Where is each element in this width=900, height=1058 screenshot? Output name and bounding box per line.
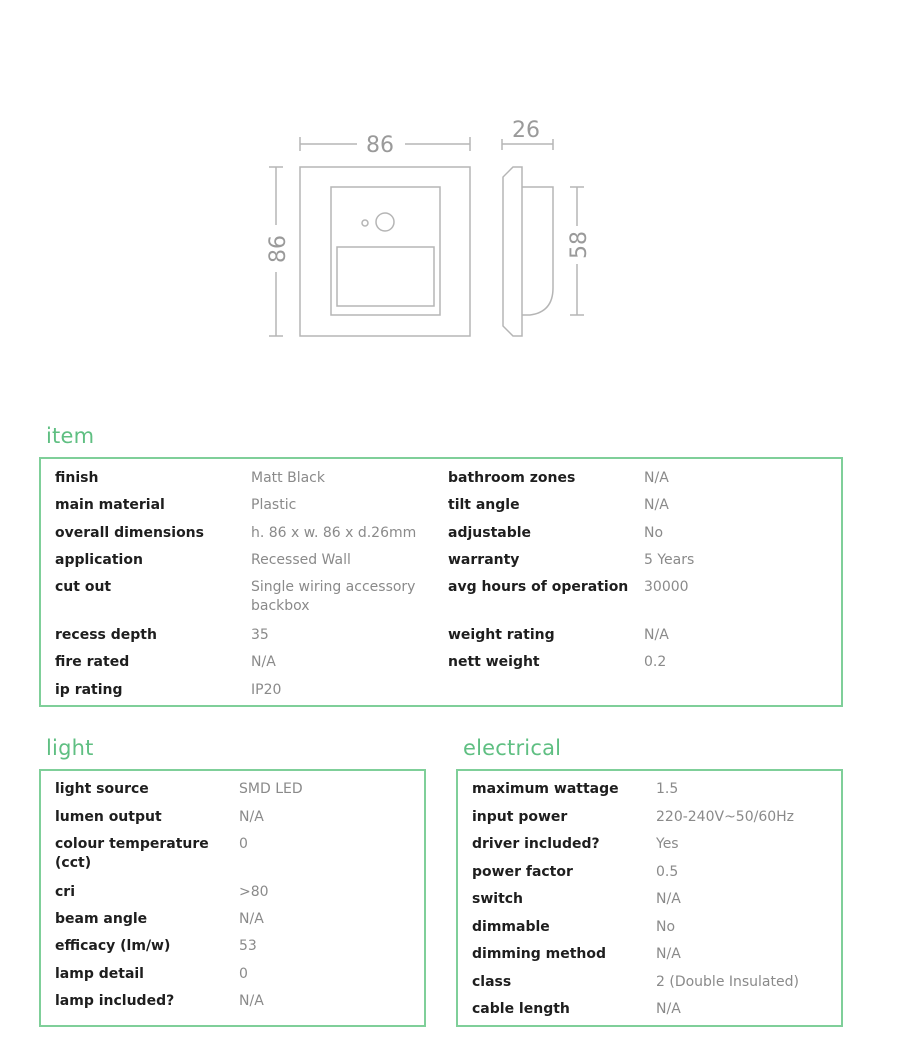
item-value-weight-rating: N/A — [644, 627, 669, 643]
electrical-label-driver-included: driver included? — [472, 836, 600, 852]
item-value-tilt-angle: N/A — [644, 497, 669, 513]
side-depth-label: 26 — [512, 118, 540, 143]
front-width-label: 86 — [366, 133, 394, 158]
electrical-label-input-power: input power — [472, 809, 568, 825]
item-label-nett-weight: nett weight — [448, 654, 540, 670]
item-value-bathroom-zones: N/A — [644, 470, 669, 486]
item-section-title: item — [46, 424, 95, 448]
front-height-label: 86 — [266, 235, 291, 263]
light-label-lamp-included: lamp included? — [55, 993, 175, 1009]
electrical-label-power-factor: power factor — [472, 864, 573, 880]
electrical-label-maximum-wattage: maximum wattage — [472, 781, 619, 797]
item-label-overall-dimensions: overall dimensions — [55, 525, 204, 541]
light-value-lumen-output: N/A — [239, 809, 264, 825]
electrical-value-driver-included: Yes — [656, 836, 679, 852]
electrical-spec-box — [456, 769, 843, 1027]
light-value-colour-temperature: 0 — [239, 836, 248, 852]
electrical-label-switch: switch — [472, 891, 524, 907]
electrical-value-cable-length: N/A — [656, 1001, 681, 1017]
light-label-lumen-output: lumen output — [55, 809, 162, 825]
item-value-overall-dimensions: h. 86 x w. 86 x d.26mm — [251, 525, 417, 541]
item-value-fire-rated: N/A — [251, 654, 276, 670]
electrical-value-dimming-method: N/A — [656, 946, 681, 962]
item-label-bathroom-zones: bathroom zones — [448, 470, 576, 486]
light-label-lamp-detail: lamp detail — [55, 966, 144, 982]
electrical-label-class: class — [472, 974, 512, 990]
light-label-efficacy: efficacy (lm/w) — [55, 938, 171, 954]
item-value-ip-rating: IP20 — [251, 682, 282, 698]
light-value-lamp-included: N/A — [239, 993, 264, 1009]
item-label-fire-rated: fire rated — [55, 654, 130, 670]
item-value-recess-depth: 35 — [251, 627, 269, 643]
item-value-warranty: 5 Years — [644, 552, 695, 568]
light-spec-box — [39, 769, 426, 1027]
light-label-light-source: light source — [55, 781, 149, 797]
item-label-weight-rating: weight rating — [448, 627, 555, 643]
light-label-beam-angle: beam angle — [55, 911, 148, 927]
item-value-adjustable: No — [644, 525, 664, 541]
item-value-application: Recessed Wall — [251, 552, 351, 568]
light-value-cri: >80 — [239, 884, 269, 900]
electrical-label-dimming-method: dimming method — [472, 946, 607, 962]
item-label-cut-out: cut out — [55, 579, 112, 595]
item-label-adjustable: adjustable — [448, 525, 532, 541]
item-value-cut-out: Single wiring accessory backbox — [251, 579, 416, 614]
item-label-warranty: warranty — [448, 552, 520, 568]
item-label-ip-rating: ip rating — [55, 682, 123, 698]
light-value-beam-angle: N/A — [239, 911, 264, 927]
item-label-finish: finish — [55, 470, 99, 486]
light-value-lamp-detail: 0 — [239, 966, 248, 982]
electrical-value-class: 2 (Double Insulated) — [656, 974, 799, 990]
item-label-main-material: main material — [55, 497, 165, 513]
electrical-value-maximum-wattage: 1.5 — [656, 781, 679, 797]
light-value-light-source: SMD LED — [239, 781, 303, 797]
item-label-avg-hours: avg hours of operation — [448, 579, 629, 595]
item-value-nett-weight: 0.2 — [644, 654, 667, 670]
item-value-main-material: Plastic — [251, 497, 297, 513]
item-label-tilt-angle: tilt angle — [448, 497, 520, 513]
light-label-colour-temperature: colour temperature (cct) — [55, 836, 209, 871]
light-section-title: light — [46, 736, 94, 760]
item-label-recess-depth: recess depth — [55, 627, 157, 643]
electrical-section-title: electrical — [463, 736, 562, 760]
item-value-finish: Matt Black — [251, 470, 325, 486]
item-value-avg-hours: 30000 — [644, 579, 689, 595]
light-value-efficacy: 53 — [239, 938, 257, 954]
electrical-value-power-factor: 0.5 — [656, 864, 679, 880]
electrical-label-cable-length: cable length — [472, 1001, 570, 1017]
electrical-value-dimmable: No — [656, 919, 676, 935]
electrical-value-switch: N/A — [656, 891, 681, 907]
item-spec-box — [39, 457, 843, 707]
technical-drawing — [0, 0, 900, 400]
side-height-label: 58 — [567, 231, 592, 259]
item-label-application: application — [55, 552, 143, 568]
electrical-value-input-power: 220-240V~50/60Hz — [656, 809, 795, 825]
electrical-label-dimmable: dimmable — [472, 919, 550, 935]
light-label-cri: cri — [55, 884, 76, 900]
